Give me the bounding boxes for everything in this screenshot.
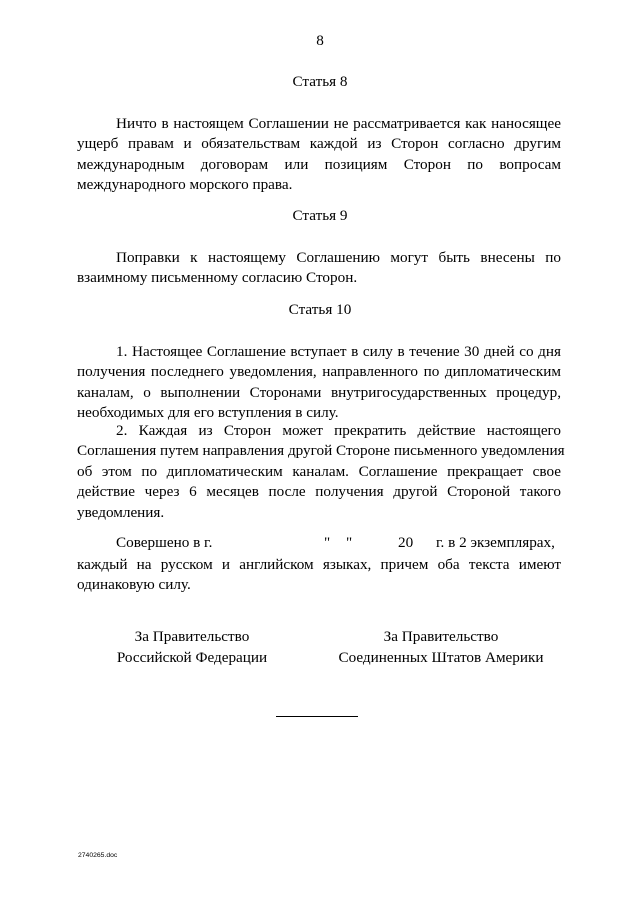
clause-2-line: Соглашения путем направления другой Стороне письменного уведомления [77, 442, 565, 460]
article-8-heading: Статья 8 [292, 73, 348, 90]
signature-usa-line: Соединенных Штатов Америки [338, 648, 544, 666]
signature-russia-line: За Правительство [134, 628, 250, 645]
signature-block-russia [92, 627, 292, 668]
done-at-line [0, 534, 640, 555]
article-10-clause-2 [77, 421, 565, 523]
done-at-text [77, 555, 561, 596]
page-number: 8 [316, 32, 324, 49]
clause-1-line: получения последнего уведомления, направленного по дипломатическим [77, 363, 561, 381]
date-year: 20 [398, 534, 414, 551]
date-quote-close: " [346, 534, 353, 551]
signature-block-usa [326, 627, 556, 668]
article-10-heading: Статья 10 [288, 301, 352, 318]
article-10-clause-1 [77, 342, 561, 424]
article-8-line: международного морского права. [77, 176, 293, 194]
article-9-text [77, 248, 561, 289]
end-separator-line [276, 716, 358, 717]
document-code: 2740265.doc [78, 852, 118, 859]
done-at-prefix: Совершено в г. [116, 534, 213, 551]
clause-2-line: уведомления. [77, 503, 165, 521]
article-8-line: ущерб правам и обязательствам каждой из Сторон согласно другим [77, 135, 561, 153]
article-9-line: Поправки к настоящему Соглашению могут быть внесены по [116, 249, 561, 266]
signature-usa-line: За Правительство [383, 628, 499, 645]
clause-2-line: об этом по дипломатическим каналам. Соглашение прекращает свое [77, 462, 561, 480]
clause-1-line: каналам, о выполнении Сторонами внутригосударственных процедур, [77, 383, 561, 401]
signature-russia-line: Российской Федерации [116, 648, 268, 666]
article-8-line: Ничто в настоящем Соглашении не рассматривается как наносящее [116, 115, 561, 132]
article-9-line: взаимному письменному согласию Сторон. [77, 269, 358, 287]
clause-1-line: 1. Настоящее Соглашение вступает в силу в течение 30 дней со дня [116, 343, 561, 360]
done-at-text-line: одинаковую силу. [77, 576, 191, 594]
article-8-text [77, 114, 561, 196]
done-at-suffix: г. в 2 экземплярах, [436, 534, 555, 551]
done-at-text-line: каждый на русском и английском языках, причем оба текста имеют [77, 556, 561, 573]
article-9-heading: Статья 9 [292, 207, 348, 224]
clause-1-line: необходимых для его вступления в силу. [77, 404, 339, 422]
date-quote-open: " [324, 534, 331, 551]
clause-2-line: 2. Каждая из Сторон может прекратить действие настоящего [116, 422, 561, 439]
clause-2-line: действие через 6 месяцев после получения другой Стороной такого [77, 483, 561, 501]
article-8-line: международным договорам или позициям Сторон по вопросам [77, 155, 561, 173]
